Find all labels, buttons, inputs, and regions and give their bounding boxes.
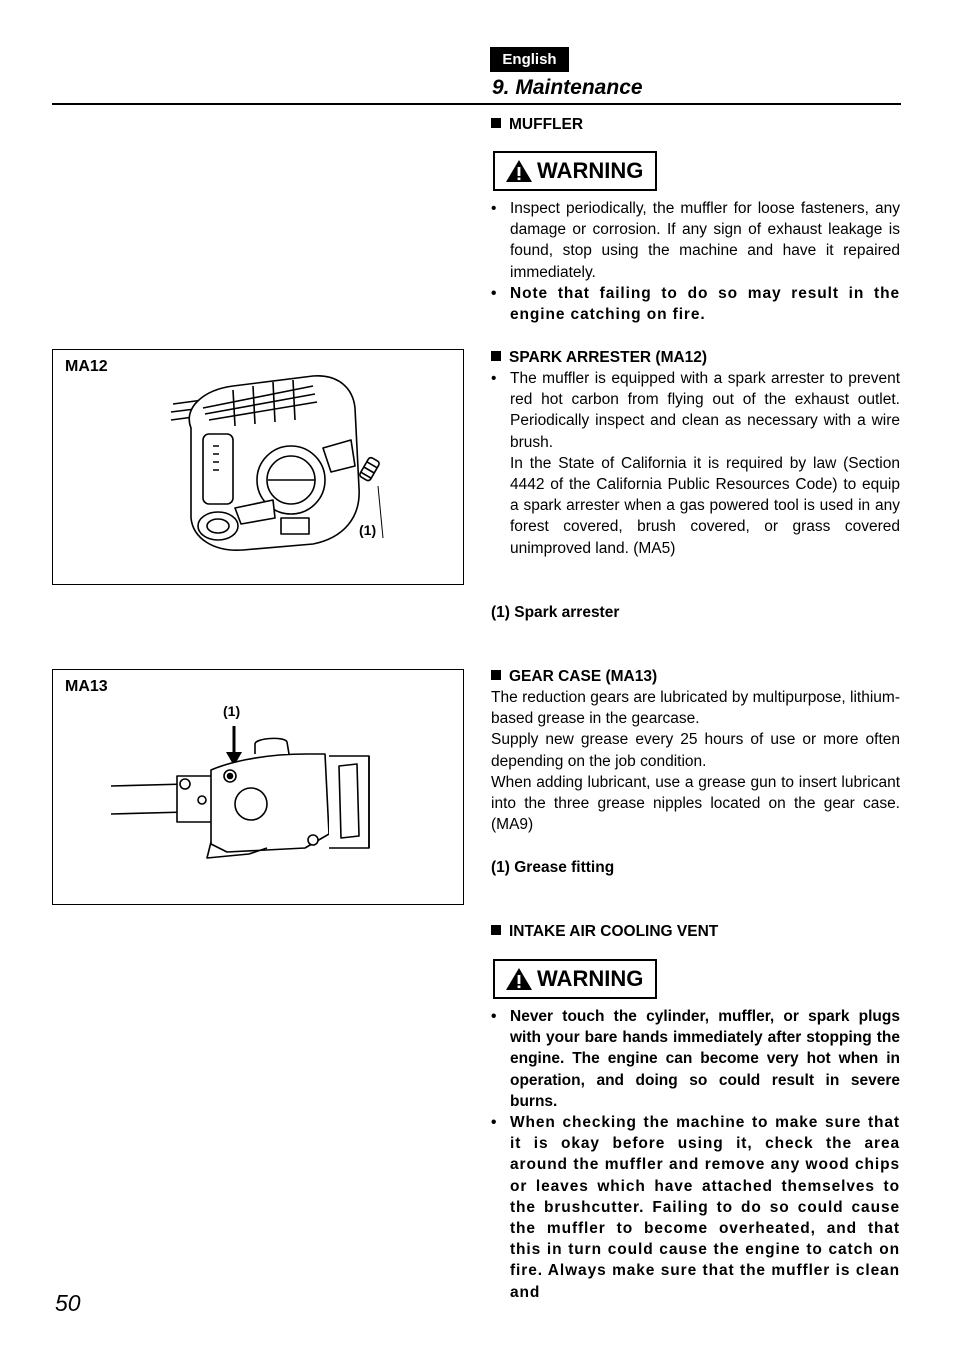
gear-case-para-1: The reduction gears are lubricated by multipurpose, lithium-based grease in the gearcase. bbox=[491, 689, 900, 728]
warning-label: WARNING bbox=[537, 158, 644, 183]
intake-bullet-2: • When checking the machine to make sure that it is okay before using it, check the area around the muffler and remove any wood chips or leaves which have attached themselves to the brushcutter. Failing to do so could cause the muffler to become overheated, and that this in turn could cause the engine to catch on fire. Always make sure that the muffler is clean and bbox=[491, 1112, 900, 1303]
gear-case-illustration bbox=[107, 724, 427, 874]
warning-triangle-icon bbox=[505, 159, 533, 183]
warning-box-muffler bbox=[493, 151, 657, 191]
gear-case-heading: GEAR CASE (MA13) bbox=[491, 666, 900, 687]
warning-triangle-icon bbox=[505, 967, 533, 991]
figure-label: MA13 bbox=[65, 678, 108, 695]
intake-heading: INTAKE AIR COOLING VENT bbox=[491, 921, 900, 942]
header-rule bbox=[52, 103, 901, 105]
square-bullet-icon bbox=[491, 351, 501, 361]
page-number: 50 bbox=[55, 1290, 81, 1316]
spark-arrester-para-1: The muffler is equipped with a spark arrester to prevent red hot carbon from flying out of the exhaust outlet. Periodically inspect and clean as necessary with a wire brush. bbox=[510, 370, 900, 451]
spark-arrester-para-2: In the State of California it is required by law (Section 4442 of the California Public Resources Code) to equip a spark arrester when a gas powered tool is used in any forest covered, brush covered, or grass covered unimproved land. (MA5) bbox=[510, 454, 900, 557]
intake-bullet-1: • Never touch the cylinder, muffler, or spark plugs with your bare hands immediately after stopping the engine. The engine can become very hot when in operation, and doing so could result in severe burns. bbox=[491, 1006, 900, 1112]
muffler-heading: MUFFLER bbox=[491, 114, 900, 135]
gear-case-para-2: Supply new grease every 25 hours of use or more often depending on the job condition. bbox=[491, 731, 900, 770]
muffler-bullet-1: • Inspect periodically, the muffler for loose fasteners, any damage or corrosion. If any sign of exhaust leakage is found, stop using the machine and have it repaired immediately. bbox=[491, 198, 900, 283]
square-bullet-icon bbox=[491, 925, 501, 935]
callout-spark-arrester: (1) bbox=[359, 522, 377, 538]
gear-case-legend: (1) Grease fitting bbox=[491, 859, 615, 876]
section-title: 9. Maintenance bbox=[492, 76, 643, 99]
muffler-bullet-2: • Note that failing to do so may result in the engine catching on fire. bbox=[491, 283, 900, 325]
spark-arrester-legend: (1) Spark arrester bbox=[491, 604, 620, 621]
warning-box-intake bbox=[493, 959, 657, 999]
intake-bullets bbox=[491, 1006, 900, 1303]
language-tab: English bbox=[490, 47, 569, 72]
gear-case-text bbox=[491, 687, 900, 835]
square-bullet-icon bbox=[491, 118, 501, 128]
spark-arrester-bullet bbox=[491, 368, 900, 559]
gear-case-para-3: When adding lubricant, use a grease gun to insert lubricant into the three grease nipples located on the gear case. (MA9) bbox=[491, 773, 900, 834]
muffler-bullets bbox=[491, 198, 900, 325]
spark-arrester-text bbox=[491, 368, 900, 559]
warning-label: WARNING bbox=[537, 966, 644, 991]
figure-ma12 bbox=[52, 349, 464, 585]
callout-grease-fitting: (1) bbox=[223, 703, 241, 719]
square-bullet-icon bbox=[491, 670, 501, 680]
figure-ma13 bbox=[52, 669, 464, 905]
figure-label: MA12 bbox=[65, 358, 108, 375]
spark-arrester-heading: SPARK ARRESTER (MA12) bbox=[491, 347, 900, 368]
